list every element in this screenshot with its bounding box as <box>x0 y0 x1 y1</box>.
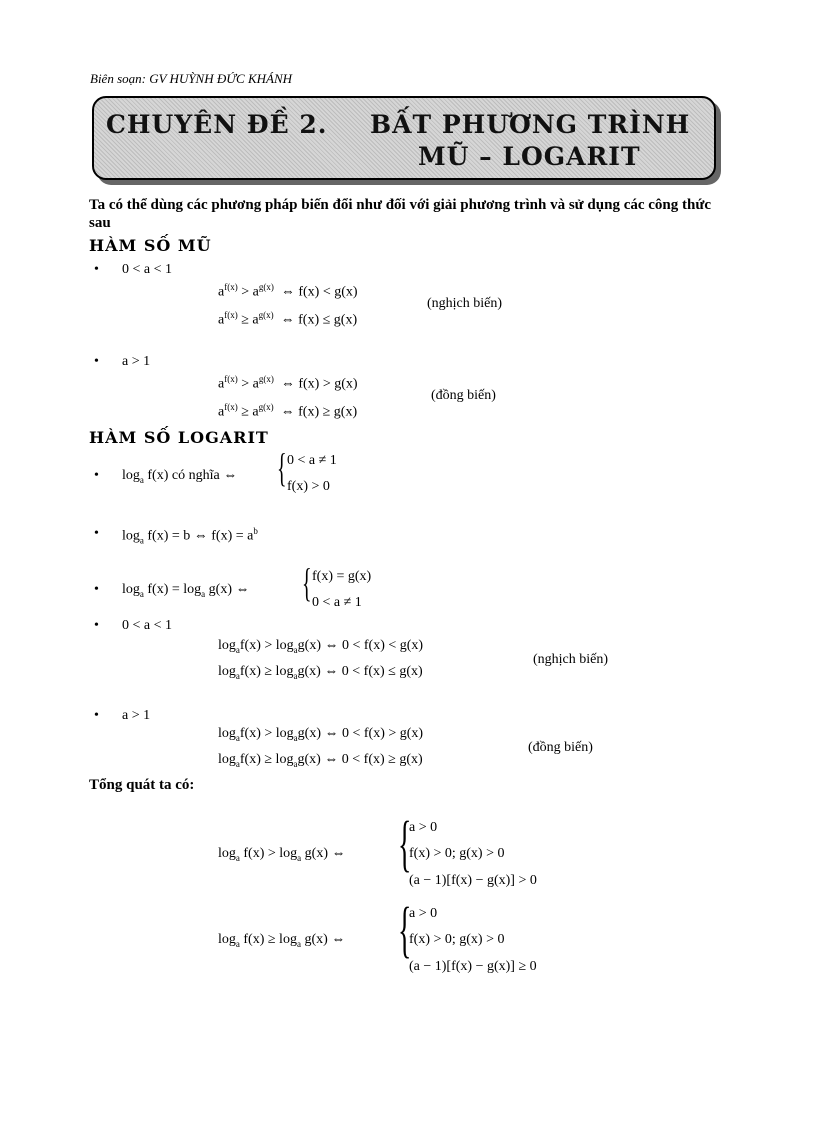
exp-case1-formula1: $a^{f(x)} > a^{g(x)}$ ⇔ f(x) < g(x) <box>218 282 358 300</box>
chapter-title-2: MŨ – LOGARIT <box>418 142 641 171</box>
section-log-title: HÀM SỐ LOGARIT <box>89 428 269 447</box>
exp-case1-formula2: $a^{f(x)} \ge a^{g(x)}$ ⇔ f(x) ≤ g(x) <box>218 310 358 328</box>
log-eq2-cond2: 0 < a ≠ 1 <box>312 595 362 610</box>
brace: { <box>398 896 412 964</box>
general2-cond3: (a − 1)[f(x) − g(x)] ≥ 0 <box>409 959 537 974</box>
exp-case1: • 0 < a < 1 <box>122 262 172 278</box>
log-case1-row1: $\log_af(x) > \log_ag(x)$ ⇔ 0 < f(x) < g(x) <box>218 638 424 655</box>
general-ineq1: $\log_a f(x) > \log_a g(x)$ ⇔ <box>218 846 346 863</box>
intro-text: Ta có thể dùng các phương pháp biến đổi như đối với giải phương trình và sử dụng các công thức sau <box>89 197 712 231</box>
general-ineq2: $\log_a f(x) \ge \log_a g(x)$ ⇔ <box>218 932 346 949</box>
section-exp-title: HÀM SỐ MŨ <box>89 236 212 255</box>
brace: { <box>277 445 287 490</box>
general2-cond1: a > 0 <box>409 906 438 921</box>
exp-case2: • a > 1 <box>122 354 150 370</box>
general1-cond2: f(x) > 0; g(x) > 0 <box>409 846 505 861</box>
author-line: Biên soạn: GV HUỲNH ĐỨC KHÁNH <box>90 71 293 86</box>
log-case2-row1: $\log_af(x) > \log_ag(x)$ ⇔ 0 < f(x) > g(x) <box>218 726 424 743</box>
log-case1: • 0 < a < 1 <box>122 618 172 634</box>
exp-case1-note: (nghịch biến) <box>427 296 503 311</box>
log-def-cond1: 0 < a ≠ 1 <box>287 453 337 468</box>
log-eq1: • $\log_a f(x) = b$ ⇔ $f(x) = a^b$ <box>122 526 258 545</box>
exp-case2-formula2: $a^{f(x)} \ge a^{g(x)}$ ⇔ f(x) ≥ g(x) <box>218 402 358 420</box>
general1-cond1: a > 0 <box>409 820 438 835</box>
log-eq2: • $\log_a f(x) = \log_a g(x)$ ⇔ <box>122 582 250 599</box>
exp-case2-note: (đồng biến) <box>431 388 496 403</box>
log-def-cond2: f(x) > 0 <box>287 479 330 494</box>
log-case2: • a > 1 <box>122 708 150 724</box>
brace: { <box>302 560 312 605</box>
general1-cond3: (a − 1)[f(x) − g(x)] > 0 <box>409 873 537 888</box>
log-definition: • $\log_a f(x)$ có nghĩa ⇔ <box>122 468 237 485</box>
log-case1-row2: $\log_af(x) \ge \log_ag(x)$ ⇔ 0 < f(x) ≤ g(x) <box>218 664 423 681</box>
log-case1-note: (nghịch biến) <box>533 652 609 667</box>
log-eq2-cond1: f(x) = g(x) <box>312 569 372 584</box>
chapter-banner <box>92 96 722 184</box>
brace: { <box>398 810 412 878</box>
general2-cond2: f(x) > 0; g(x) > 0 <box>409 932 505 947</box>
chapter-number: CHUYÊN ĐỀ 2. <box>106 110 328 139</box>
log-case2-row2: $\log_af(x) \ge \log_ag(x)$ ⇔ 0 < f(x) ≥ g(x) <box>218 752 423 769</box>
chapter-title-1: BẤT PHƯƠNG TRÌNH <box>370 110 691 139</box>
log-case2-note: (đồng biến) <box>528 740 593 755</box>
exp-case2-formula1: $a^{f(x)} > a^{g(x)}$ ⇔ f(x) > g(x) <box>218 374 358 392</box>
general-title: Tổng quát ta có: <box>89 777 195 793</box>
